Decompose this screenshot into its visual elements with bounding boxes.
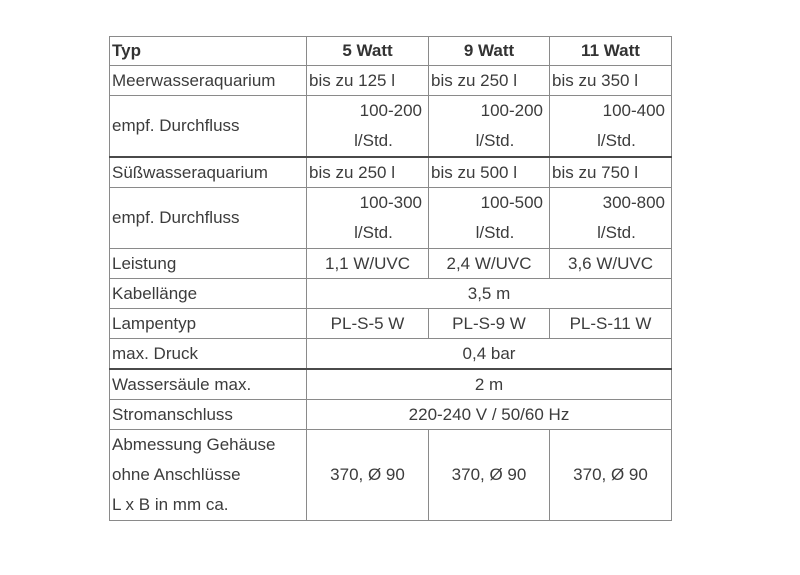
spec-table-container (109, 36, 671, 521)
table-row-stromanschluss (110, 400, 672, 430)
cell-11w: bis zu 750 l (550, 157, 672, 188)
row-label: Wassersäule max. (110, 369, 307, 400)
cell-line: 300-800 (602, 193, 665, 212)
label-line: Abmessung Gehäuse (112, 435, 276, 454)
table-row-lampentyp (110, 309, 672, 339)
cell-9w (429, 96, 550, 158)
table-row-leistung (110, 249, 672, 279)
cell-line: 100-500 (480, 193, 543, 212)
cell-5w: bis zu 125 l (307, 66, 429, 96)
cell-11w (550, 188, 672, 249)
cell-9w (429, 188, 550, 249)
cell-9w: PL-S-9 W (429, 309, 550, 339)
table-row-kabellaenge (110, 279, 672, 309)
cell-9w: 370, Ø 90 (429, 430, 550, 521)
header-5-watt: 5 Watt (307, 37, 429, 66)
row-label: Meerwasseraquarium (110, 66, 307, 96)
label-line: L x B in mm ca. (112, 495, 229, 514)
cell-all: 3,5 m (307, 279, 672, 309)
cell-line: 100-400 (602, 101, 665, 120)
cell-all: 0,4 bar (307, 339, 672, 370)
row-label: empf. Durchfluss (110, 188, 307, 249)
cell-line: l/Std. (354, 223, 393, 242)
cell-5w: 1,1 W/UVC (307, 249, 429, 279)
cell-all: 220-240 V / 50/60 Hz (307, 400, 672, 430)
row-label: Stromanschluss (110, 400, 307, 430)
table-header-row (110, 37, 672, 66)
cell-11w: bis zu 350 l (550, 66, 672, 96)
row-label: Kabellänge (110, 279, 307, 309)
table-row-abmessung (110, 430, 672, 521)
cell-5w (307, 96, 429, 158)
cell-line: l/Std. (597, 131, 636, 150)
table-row-wassersaeule (110, 369, 672, 400)
row-label: Lampentyp (110, 309, 307, 339)
spec-table (109, 36, 672, 521)
row-label: empf. Durchfluss (110, 96, 307, 158)
table-row-max-druck (110, 339, 672, 370)
cell-5w: PL-S-5 W (307, 309, 429, 339)
row-label: Süßwasseraquarium (110, 157, 307, 188)
cell-line: 100-200 (480, 101, 543, 120)
cell-11w: PL-S-11 W (550, 309, 672, 339)
row-label: Leistung (110, 249, 307, 279)
cell-11w: 3,6 W/UVC (550, 249, 672, 279)
cell-line: l/Std. (597, 223, 636, 242)
cell-line: 100-200 (359, 101, 422, 120)
table-row-meer-durchfluss (110, 96, 672, 158)
label-line: ohne Anschlüsse (112, 465, 241, 484)
header-typ: Typ (110, 37, 307, 66)
cell-line: 100-300 (359, 193, 422, 212)
header-11-watt: 11 Watt (550, 37, 672, 66)
cell-all: 2 m (307, 369, 672, 400)
cell-5w: 370, Ø 90 (307, 430, 429, 521)
cell-line: l/Std. (475, 131, 515, 150)
cell-5w: bis zu 250 l (307, 157, 429, 188)
table-row-suess-durchfluss (110, 188, 672, 249)
cell-11w: 370, Ø 90 (550, 430, 672, 521)
cell-9w: 2,4 W/UVC (429, 249, 550, 279)
cell-9w: bis zu 250 l (429, 66, 550, 96)
cell-9w: bis zu 500 l (429, 157, 550, 188)
cell-11w (550, 96, 672, 158)
table-row-meerwasser (110, 66, 672, 96)
header-9-watt: 9 Watt (429, 37, 550, 66)
row-label: max. Druck (110, 339, 307, 370)
row-label (110, 430, 307, 521)
table-row-suesswasser (110, 157, 672, 188)
cell-5w (307, 188, 429, 249)
cell-line: l/Std. (475, 223, 515, 242)
cell-line: l/Std. (354, 131, 393, 150)
